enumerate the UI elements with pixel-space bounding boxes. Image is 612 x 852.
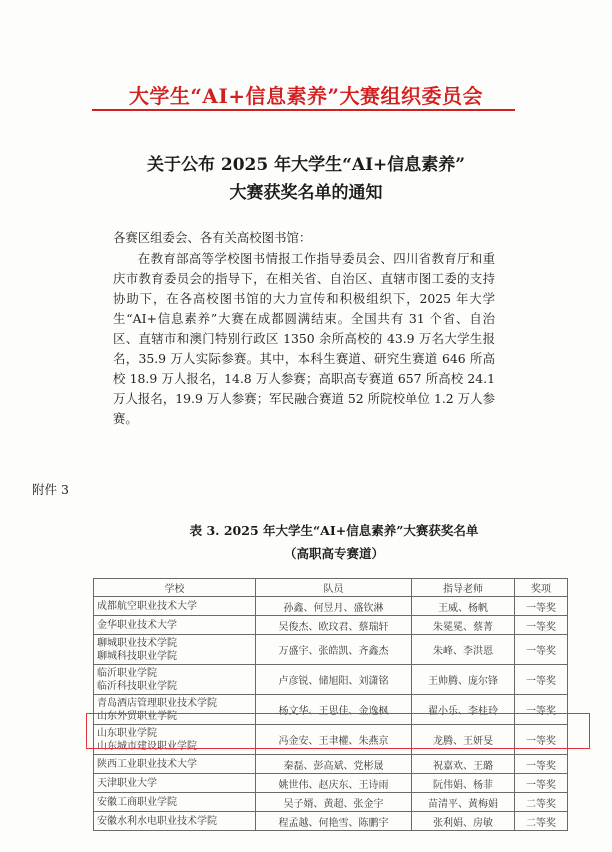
cell-school [94, 755, 256, 774]
table-subtitle: （高职高专赛道） [283, 546, 384, 561]
salutation: 各赛区组委会、各有关高校图书馆： [113, 230, 312, 245]
header-advisors: 指导老师 [412, 579, 515, 597]
cell-members: 卢彦锐、储旭阳、刘潇铭 [256, 665, 412, 695]
table-header-row [94, 579, 568, 597]
cell-award: 一等奖 [515, 597, 568, 616]
table-row [94, 597, 568, 616]
letterhead-divider [92, 109, 515, 111]
cell-members: 姚世伟、赵庆东、王诗雨 [256, 774, 412, 793]
cell-advisors: 翟小乐、李桂玲 [412, 695, 515, 725]
attachment-label: 附件 3 [32, 482, 69, 497]
cell-award: 一等奖 [515, 635, 568, 665]
cell-advisors: 王帅腾、庞尔锋 [412, 665, 515, 695]
cell-members: 孙鑫、何昱月、盛钦淋 [256, 597, 412, 616]
cell-members: 杨文华、王思佳、金逸枫 [256, 695, 412, 725]
cell-advisors: 张利娟、房敏 [412, 812, 515, 831]
cell-advisors: 祝嘉欢、王璐 [412, 755, 515, 774]
school-name: 临沂科技职业学院 [97, 680, 177, 692]
notice-title-line2: 大赛获奖名单的通知 [229, 183, 383, 203]
cell-advisors: 苗清平、黄梅娟 [412, 793, 515, 812]
cell-school [94, 616, 256, 635]
cell-award: 二等奖 [515, 812, 568, 831]
cell-advisors: 王威、杨帆 [412, 597, 515, 616]
cell-award: 二等奖 [515, 793, 568, 812]
table-row [94, 793, 568, 812]
cell-award: 一等奖 [515, 665, 568, 695]
school-name: 金华职业技术大学 [97, 619, 177, 631]
cell-school [94, 635, 256, 665]
school-name: 安徽水利水电职业技术学院 [97, 815, 217, 827]
cell-school [94, 774, 256, 793]
school-name: 聊城科技职业学院 [97, 650, 177, 662]
notice-title-line1: 关于公布 2025 年大学生“AI+信息素养” [146, 155, 466, 175]
cell-school [94, 812, 256, 831]
school-name: 山东城市建设职业学院 [97, 740, 197, 752]
cell-school [94, 665, 256, 695]
cell-members: 吴子婿、黄超、张金宇 [256, 793, 412, 812]
cell-members: 程孟越、何艳雪、陈鹏宇 [256, 812, 412, 831]
school-name: 聊城职业技术学院 [97, 637, 177, 649]
school-name: 青岛酒店管理职业技术学院 [97, 697, 217, 709]
school-name: 天津职业大学 [97, 777, 157, 789]
table-row [94, 616, 568, 635]
table-row [94, 812, 568, 831]
cell-award: 一等奖 [515, 774, 568, 793]
table-row [94, 755, 568, 774]
school-name: 临沂职业学院 [97, 667, 157, 679]
cell-members: 冯金安、王聿權、朱燕京 [256, 725, 412, 755]
cell-members: 万盛宇、张皓凯、齐鑫杰 [256, 635, 412, 665]
table-row [94, 774, 568, 793]
cell-members: 吴俊杰、欧玟君、蔡瑞轩 [256, 616, 412, 635]
notice-paragraph: 在教育部高等学校图书情报工作指导委员会、四川省教育厅和重庆市教育委员会的指导下，在相关省、自治区、直辖市图工委的支持协助下，在各高校图书馆的大力宣传和积极组织下，2025 年大学生“AI+信息素养”大赛在成都圆满结束。全国共有 31 个省、自治区、直辖市和澳门特别行政区 1350 余所高校的 43.9 万名大学生报名，35.9 万人实际参赛。其中，本科生赛道、研究生赛道 646 所高校 18.9 万人报名，14.8 万人参赛；高职高专赛道 657 所高校 24.1 万人报名，19.9 万人参赛；军民融合赛道 52 所院校单位 1.2 万人参赛。 [113, 251, 495, 426]
cell-award: 一等奖 [515, 695, 568, 725]
cell-advisors: 朱冕冕、蔡菁 [412, 616, 515, 635]
header-award: 奖项 [515, 579, 568, 597]
header-members: 队员 [256, 579, 412, 597]
cell-award: 一等奖 [515, 616, 568, 635]
awards-table [93, 578, 568, 831]
cell-members: 秦磊、彭高斌、党彬晟 [256, 755, 412, 774]
table-title: 表 3. 2025 年大学生“AI+信息素养”大赛获奖名单 [189, 523, 479, 538]
school-name: 陕西工业职业技术大学 [97, 758, 197, 770]
table-row [94, 665, 568, 695]
letterhead-title: 大学生“AI+信息素养”大赛组织委员会 [128, 84, 484, 108]
school-name: 山东职业学院 [97, 727, 157, 739]
highlight-box [86, 713, 590, 749]
cell-school [94, 793, 256, 812]
cell-award: 一等奖 [515, 725, 568, 755]
cell-advisors: 阮伟娟、杨菲 [412, 774, 515, 793]
cell-advisors: 朱峰、李洪恩 [412, 635, 515, 665]
school-name: 山东外贸职业学院 [97, 710, 177, 722]
header-school: 学校 [94, 579, 256, 597]
cell-school [94, 597, 256, 616]
school-name: 安徽工商职业学院 [97, 796, 177, 808]
cell-advisors: 龙腾、王妍旻 [412, 725, 515, 755]
cell-award: 一等奖 [515, 755, 568, 774]
table-row [94, 635, 568, 665]
school-name: 成都航空职业技术大学 [97, 600, 197, 612]
